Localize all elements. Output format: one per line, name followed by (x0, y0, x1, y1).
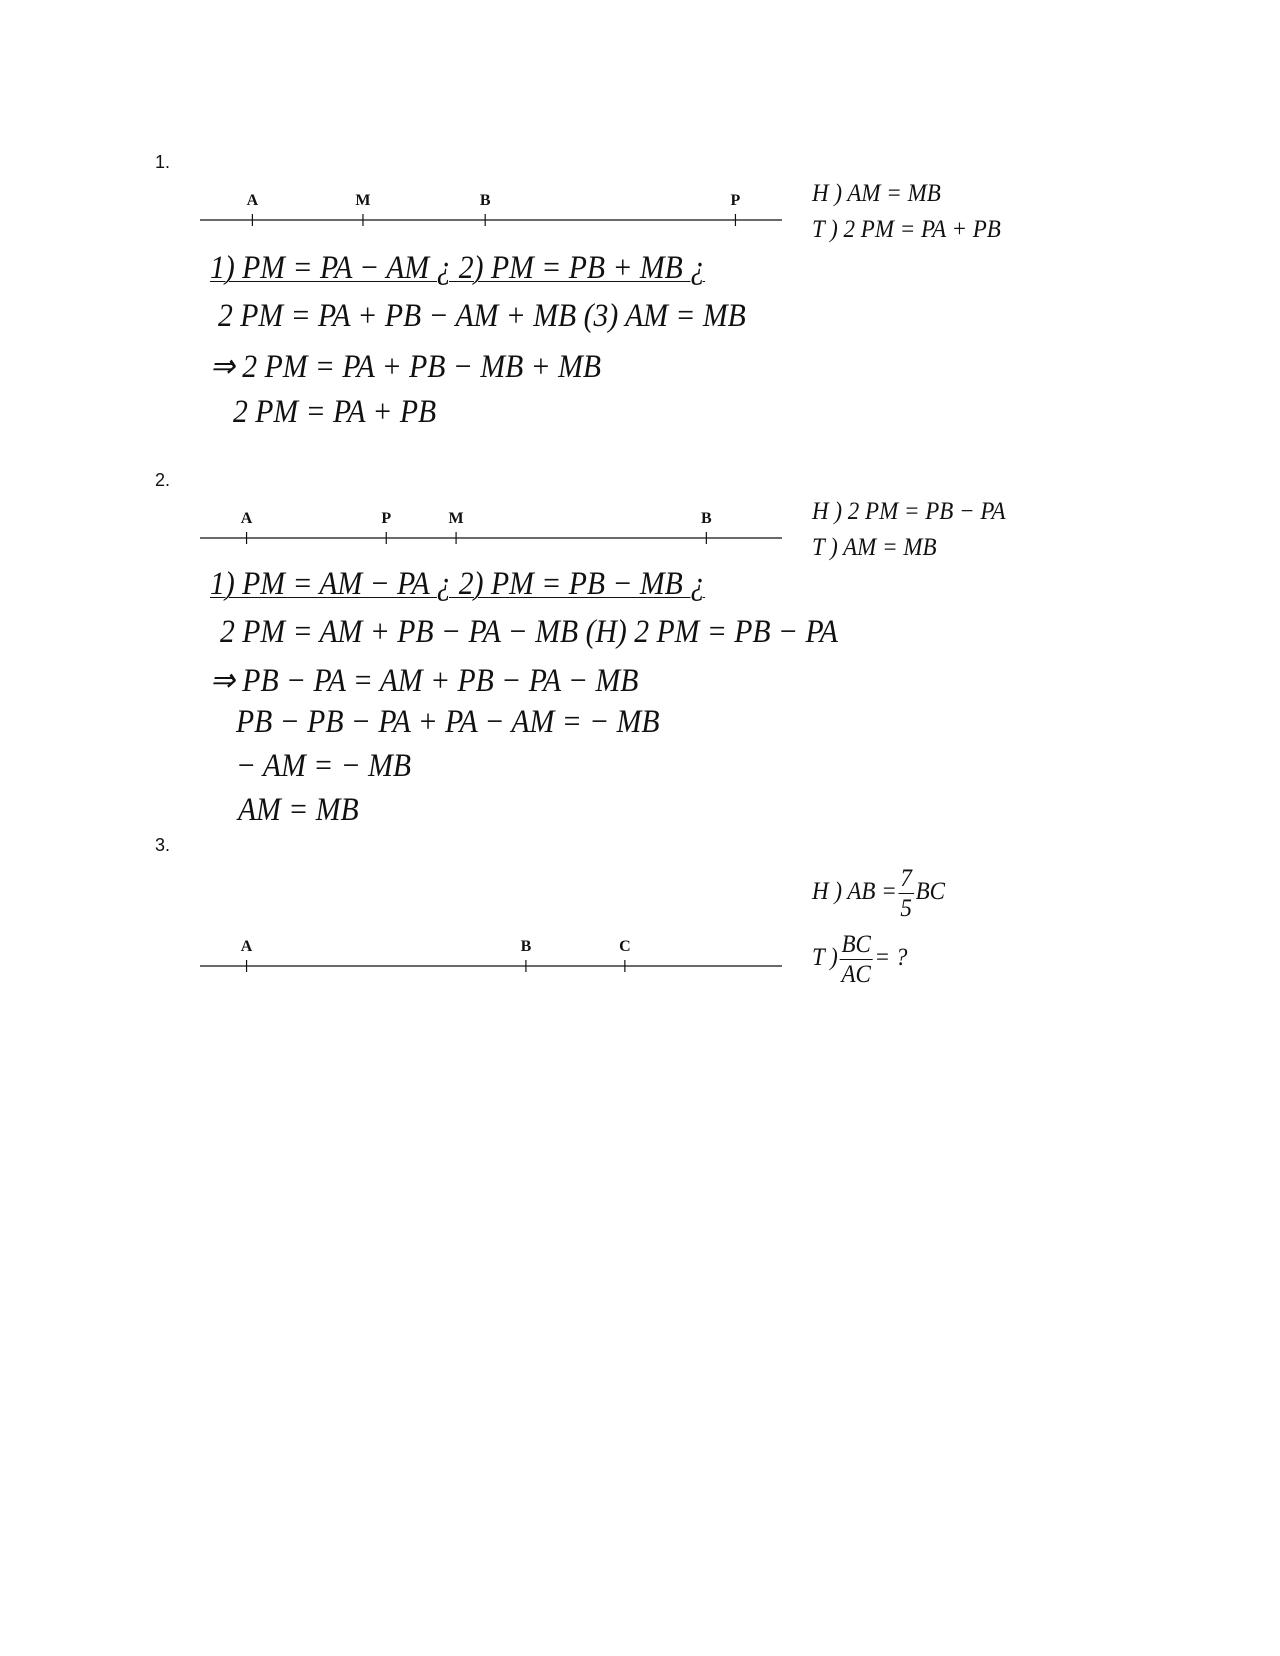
hypothesis: H ) 2 PM = PB − PA (812, 498, 1006, 525)
problem-number: 2. (155, 470, 171, 490)
proof-line-3: ⇒ 2 PM = PA + PB − MB + MB (210, 349, 602, 385)
fraction-numerator: BC (841, 931, 871, 958)
point-label: A (246, 192, 259, 209)
problem-number: 3. (155, 835, 171, 855)
fraction-denominator: AC (841, 961, 871, 988)
fraction-denominator: 5 (900, 895, 912, 922)
thesis: T ) 2 PM = PA + PB (812, 216, 1001, 243)
fraction (899, 866, 914, 921)
proof-line-1: 1) PM = AM − PA ¿ 2) PM = PB − MB ¿ (210, 566, 706, 602)
proof-line-2: 2 PM = AM + PB − PA − MB (H) 2 PM = PB − PA (220, 614, 838, 650)
thesis (812, 932, 907, 987)
point-label: B (520, 938, 532, 955)
line-segment-diagram (200, 938, 782, 982)
hypothesis-suffix: BC (915, 878, 945, 906)
point-label: P (381, 510, 392, 527)
point-label: B (479, 192, 491, 209)
segment-svg (200, 510, 782, 554)
fraction (840, 932, 873, 987)
thesis-suffix: = ? (874, 944, 908, 972)
proof-line-4: PB − PB − PA + PA − AM = − MB (236, 704, 660, 740)
hypothesis-prefix: H ) AB = (812, 878, 897, 906)
segment-svg (200, 938, 782, 982)
point-label: M (355, 192, 371, 209)
proof-line-6: AM = MB (238, 792, 359, 828)
fraction-numerator: 7 (900, 865, 912, 892)
thesis: T ) AM = MB (812, 534, 937, 561)
point-label: M (448, 510, 464, 527)
problem-number: 1. (155, 152, 171, 172)
proof-line-3: ⇒ PB − PA = AM + PB − PA − MB (210, 663, 639, 699)
point-label: A (240, 938, 253, 955)
line-segment-diagram (200, 192, 782, 236)
thesis-prefix: T ) (812, 944, 838, 972)
line-segment-diagram (200, 510, 782, 554)
point-label: P (730, 192, 741, 209)
proof-line-4: 2 PM = PA + PB (233, 394, 437, 430)
point-label: B (700, 510, 712, 527)
proof-line-2: 2 PM = PA + PB − AM + MB (3) AM = MB (218, 298, 746, 334)
segment-svg (200, 192, 782, 236)
hypothesis: H ) AM = MB (812, 180, 941, 207)
proof-line-5: − AM = − MB (236, 748, 412, 784)
point-label: C (619, 938, 631, 955)
point-label: A (240, 510, 253, 527)
hypothesis (812, 866, 945, 921)
proof-line-1: 1) PM = PA − AM ¿ 2) PM = PB + MB ¿ (210, 250, 706, 286)
